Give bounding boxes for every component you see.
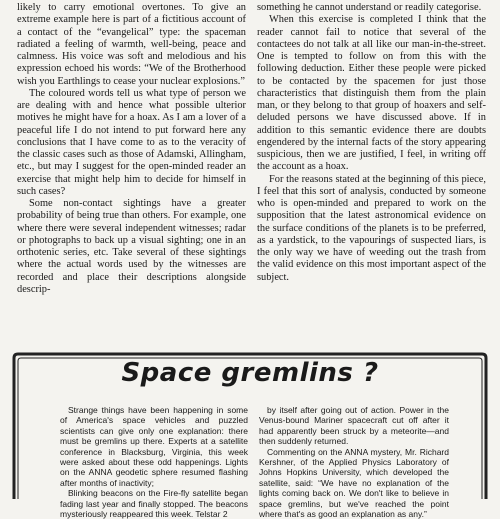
article-paragraph: Some non-contact sightings have a greater probability of being true than others. For example, one where there were several independent witnesses; radar or photographs to back up a visual sighting; one in an orthotenic series, etc. Take several of these sightings where the actual words used by the witnesses are recorded and place their descriptions alongside descrip- xyxy=(17,198,246,295)
article-paragraph: When this exercise is completed I think that the reader cannot fail to notice that several of the contactees do not talk at all like our man-in-the-street. One is tempted to follow on from this with the following deduction. Either these people were picked to be contacted by the spacemen for just those characteristics that distinguish them from the plain man, or they belong to that group of hoaxers and self-deluded persons we have discussed above. If in addition to this semantic evidence there are doubts engendered by the internal facts of the story appearing suspicious, then we are justified, I feel, in writing off the account as a hoax. xyxy=(257,14,486,173)
box-column-right xyxy=(259,405,449,519)
box-paragraph: by itself after going out of action. Power in the Venus-bound Mariner spacecraft cut off after it had apparently been struck by a meteorite—and then suddenly returned. xyxy=(259,405,449,447)
box-paragraph: Blinking beacons on the Fire-fly satellite began fading last year and finally stopped. The beacons mysteriously reappeared this week. Telstar 2 xyxy=(60,488,248,519)
article-column-right xyxy=(257,2,486,284)
article-paragraph: something he cannot understand or readily categorise. xyxy=(257,2,482,13)
space-gremlins-box xyxy=(8,348,492,519)
box-headline: Space gremlins ? xyxy=(121,358,379,388)
box-column-left xyxy=(60,405,248,519)
article-paragraph: For the reasons stated at the beginning of this piece, I feel that this sort of analysis, conducted by someone who is open-minded and prepared to work on the supposition that the latest astronomical evidence on the surface conditions of the planets is to be preferred, as a yardstick, to the vapourings of suspected liars, is the only way we have of weeding out the trash from the valid evidence on this most important aspect of the subject. xyxy=(257,173,486,283)
article-paragraph: The coloured words tell us what type of person we are dealing with and hence what possible ulterior motives he might have for a hoax. As I am a lover of a peaceful life I do not intend to put forward here any conclusions that I have come to as to the veracity of the classic cases such as those of Adamski, Allingham, etc., but may I suggest for the open-minded reader an exercise that might help him to decide for himself in such cases? xyxy=(17,87,246,197)
article-paragraph: likely to carry emotional overtones. To give an extreme example here is part of a fictitious account of a contact of the “evangelical” type: the spaceman radiated a feeling of warmth, well-being, peace and calmness. His voice was soft and melodious and his expression echoed his words: “We of the Brotherhood wish you Earthlings to cease your nuclear explosions.” xyxy=(17,2,246,87)
box-paragraph: Strange things have been happening in some of America's space vehicles and puzzled scientists can give only one explanation: there must be gremlins up there. Experts at a satellite conference in Blacksburg, Virginia, this week were asked about these odd happenings. Lights on the ANNA geodetic sphere resumed flashing after months of inactivity; xyxy=(60,405,248,488)
box-paragraph: Commenting on the ANNA mystery, Mr. Richard Kershner, of the Applied Physics Laboratory of Johns Hopkins University, which developed the satellite, said: “We have no explanation of the lights coming back on. We don't like to believe in space gremlins, but we've reached the point where that's as good an explanation as any.” xyxy=(259,446,449,519)
article-column-left xyxy=(17,2,246,296)
